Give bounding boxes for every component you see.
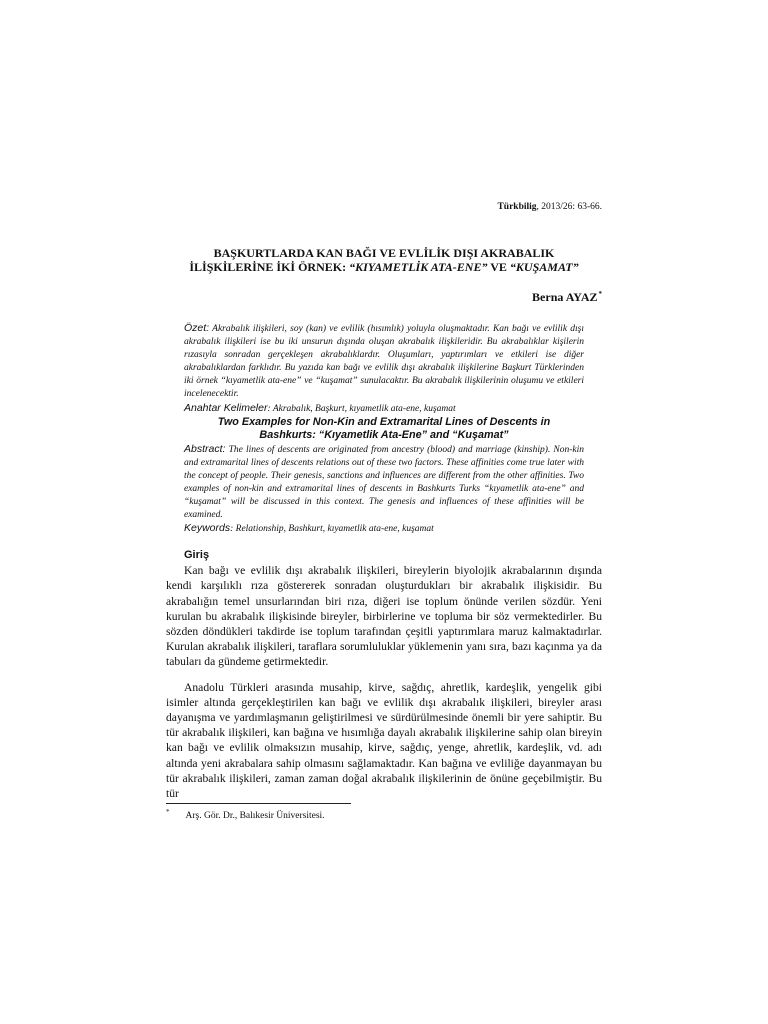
keywords-turkish-label: Anahtar Kelimeler bbox=[184, 401, 268, 414]
footnote-text: Arş. Gör. Dr., Balıkesir Üniversitesi. bbox=[185, 811, 325, 821]
title-line-1: BAŞKURTLARDA KAN BAĞI VE EVLİLİK DIŞI AKRABALIK bbox=[213, 246, 555, 260]
title-line-2 bbox=[166, 260, 602, 274]
article-body bbox=[166, 548, 602, 801]
keywords-english bbox=[184, 522, 584, 536]
author-footnote-mark: * bbox=[598, 290, 602, 298]
article-title-turkish bbox=[166, 246, 602, 274]
footnote-separator bbox=[166, 803, 351, 804]
keywords-turkish-text: : Akrabalık, Başkurt, kıyametlik ata-ene, kuşamat bbox=[267, 403, 456, 414]
english-title-line-1: Two Examples for Non-Kin and Extramarital Lines of Descents in bbox=[217, 415, 551, 428]
abstract-english-text: The lines of descents are originated from ancestry (blood) and marriage (kinship). Non-kin and extramarital lines of descents relations out of these two factors. These affinities come true later with the concept of people. Their genesis, sanctions and influences are different from the other affinities. Two examples of non-kin and extramarital lines of descents in Bashkurts Turks “kıyametlik ata-ene” and “kuşamat” will be discussed in this context. The genesis and influences of these affinities will be examined. bbox=[184, 444, 584, 521]
abstract-english bbox=[184, 443, 584, 523]
abstract-turkish bbox=[184, 322, 584, 402]
journal-name: Türkbilig bbox=[497, 202, 537, 212]
title-line-2-conjunction: VE bbox=[487, 260, 510, 274]
article-title-english bbox=[184, 416, 584, 443]
journal-citation bbox=[497, 202, 602, 212]
footnote bbox=[166, 808, 325, 821]
footnote-mark: * bbox=[166, 808, 170, 816]
keywords-english-label: Keywords bbox=[184, 522, 231, 535]
body-paragraph-1: Kan bağı ve evlilik dışı akrabalık ilişkileri, bireylerin biyolojik akrabalarının dışında kendi karşılıklı rıza göstererek sonradan oluşturdukları bir akrabalık ilişkisidir. Bu akrabalığın temel unsurlarından biri rıza, diğeri ise toplum önünde verilen sözdür. Yeni kurulan bu akrabalık ilişkisinde bireyler, birbirlerine ve topluma bir söz vermektedirler. Bu sözden döndükleri takdirde ise toplum tarafından çeşitli yaptırımlara maruz kalmaktadırlar. Kurulan akrabalık ilişkileri, taraflara sorumluluklar yüklemenin yanı sıra, bazı kaçınma ya da tabuları da gündeme getirmektedir. bbox=[166, 564, 602, 669]
abstract-turkish-text: Akrabalık ilişkileri, soy (kan) ve evlilik (hısımlık) yoluyla oluşmaktadır. Kan bağı ve evlilik dışı akrabalık ilişkileri ise bu iki unsurun dışında oluşan akrabalık ilişkileridir. Bu akrabalıklar kişilerin rızasıyla sonradan gerçekleşen akrabalıklardır. Oluşumları, yaptırımları ve etkileri ise diğer akrabalıklardan farklıdır. Bu yazıda kan bağı ve evlilik dışı akrabalık ilişkilerine Başkurt Türklerinden iki örnek “kıyametlik ata-ene” ve “kuşamat” sunulacaktır. Bu akrabalık ilişkilerinin oluşumu ve etkileri incelenecektir. bbox=[184, 324, 584, 400]
abstract-block bbox=[184, 322, 584, 536]
journal-issue-pages: , 2013/26: 63-66. bbox=[536, 202, 602, 212]
title-term-kiyametlik: “KIYAMETLİK ATA-ENE” bbox=[349, 260, 488, 274]
author-name: Berna AYAZ bbox=[532, 290, 598, 304]
abstract-turkish-label: Özet: bbox=[184, 322, 210, 334]
body-paragraph-2: Anadolu Türkleri arasında musahip, kirve, sağdıç, ahretlik, kardeşlik, yengelik gibi isimler altında gerçekleştirilen kan bağı ve evlilik dışı akrabalık ilişkileri, bireyler arası dayanışma ve yardımlaşmanın geliştirilmesi ve sürdürülmesinde önemli bir yere sahiptir. Bu tür akrabalık ilişkileri, kan bağına ve hısımlığa dayalı akrabalık ilişkilerine sahip olan bireyin kan bağı ve evlilik olmaksızın musahip, kirve, sağdıç, yenge, ahretlik, kardeşlik, vd. adı altında yeni akrabalara sahip olmasını sağlamaktadır. Kan bağına ve evliliğe dayanmayan bu tür akrabalık ilişkileri, zaman zaman doğal akrabalık ilişkilerinin de önüne geçebilmiştir. Bu tür bbox=[166, 680, 602, 801]
abstract-english-label: Abstract: bbox=[184, 442, 226, 455]
english-title-line-2: Bashkurts: “Kıyametlik Ata-Ene” and “Kuşamat” bbox=[259, 429, 509, 442]
title-term-kusamat: “KUŞAMAT” bbox=[509, 260, 579, 274]
keywords-turkish bbox=[184, 402, 584, 416]
section-heading-giris: Giriş bbox=[184, 549, 210, 561]
title-line-2-part-a: İLİŞKİLERİNE İKİ ÖRNEK: bbox=[189, 260, 350, 274]
author-line bbox=[532, 290, 602, 305]
keywords-english-text: : Relationship, Bashkurt, kıyametlik ata-ene, kuşamat bbox=[230, 524, 434, 535]
